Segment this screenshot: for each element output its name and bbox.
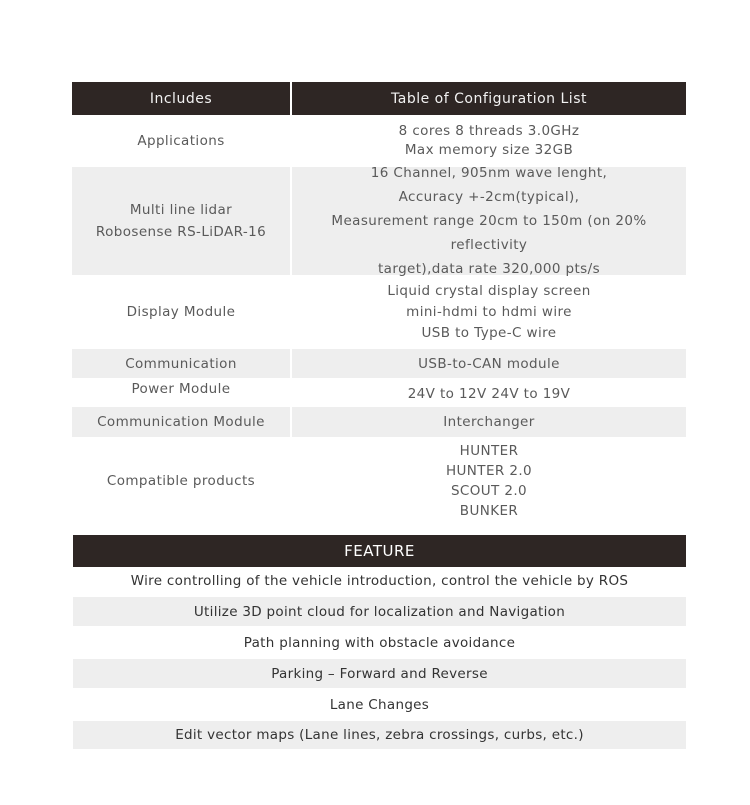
- cell-text: USB-to-CAN module: [418, 355, 560, 372]
- row-display-left: [72, 277, 290, 347]
- feature-item: [73, 721, 686, 749]
- cell-text: Max memory size 32GB: [404, 142, 574, 158]
- cell-text: Applications: [137, 133, 225, 149]
- row-comm-module-left: [72, 407, 290, 437]
- row-applications-right: [292, 117, 686, 165]
- row-display-right: [292, 277, 686, 347]
- cell-text: SCOUT 2.0: [450, 483, 528, 499]
- row-power-left: [72, 378, 290, 400]
- cell-text: Display Module: [126, 304, 236, 320]
- cell-text: 8 cores 8 threads 3.0GHz: [398, 123, 580, 139]
- cell-text: Liquid crystal display screen: [387, 282, 591, 299]
- feature-item-label: Parking – Forward and Reverse: [271, 665, 488, 682]
- cell-text: 24V to 12V 24V to 19V: [407, 385, 571, 402]
- row-communication-left: [72, 349, 290, 378]
- feature-item: [73, 567, 686, 595]
- row-lidar-left: [72, 167, 290, 275]
- cell-text: Accuracy +-2cm(typical),: [398, 189, 580, 205]
- feature-item: [73, 690, 686, 719]
- cell-text: Measurement range 20cm to 150m (on 20% reflectivity: [331, 213, 647, 253]
- cell-text: Power Module: [131, 381, 231, 397]
- feature-item-label: Wire controlling of the vehicle introduction, control the vehicle by ROS: [130, 573, 629, 589]
- cell-text: BUNKER: [459, 503, 519, 519]
- cell-text: Robosense RS-LiDAR-16: [95, 224, 267, 240]
- cell-text: Compatible products: [106, 473, 256, 489]
- row-communication-right: [292, 349, 686, 378]
- feature-item-label: Path planning with obstacle avoidance: [243, 634, 516, 651]
- feature-item: [73, 597, 686, 626]
- cell-text: target),data rate 320,000 pts/s: [377, 261, 600, 277]
- feature-title: [73, 535, 686, 567]
- header-includes-label: Includes: [149, 90, 213, 107]
- feature-item: [73, 659, 686, 688]
- header-configuration-list-label: Table of Configuration List: [391, 90, 587, 107]
- feature-item-label: Lane Changes: [329, 696, 430, 713]
- cell-text: USB to Type-C wire: [421, 324, 557, 341]
- cell-text: Communication: [125, 355, 237, 372]
- cell-text: Interchanger: [443, 414, 535, 430]
- row-comm-module-right: [292, 407, 686, 437]
- header-includes: [72, 82, 290, 115]
- feature-item-label: Utilize 3D point cloud for localization and Navigation: [193, 603, 566, 620]
- feature-item-label: Edit vector maps (Lane lines, zebra crossings, curbs, etc.): [175, 727, 584, 743]
- row-compatible-left: [72, 439, 290, 523]
- cell-text: 16 Channel, 905nm wave lenght,: [370, 165, 608, 181]
- feature-title-label: FEATURE: [344, 542, 415, 560]
- cell-text: HUNTER 2.0: [445, 463, 533, 479]
- row-compatible-right: [292, 439, 686, 523]
- row-power-right: [292, 380, 686, 407]
- feature-item: [73, 628, 686, 657]
- row-applications-left: [72, 117, 290, 165]
- cell-text: mini-hdmi to hdmi wire: [406, 303, 572, 320]
- cell-text: HUNTER: [459, 443, 519, 459]
- cell-text: Communication Module: [97, 414, 265, 430]
- row-lidar-right: [292, 167, 686, 275]
- cell-text: Multi line lidar: [129, 202, 233, 218]
- header-configuration-list: [292, 82, 686, 115]
